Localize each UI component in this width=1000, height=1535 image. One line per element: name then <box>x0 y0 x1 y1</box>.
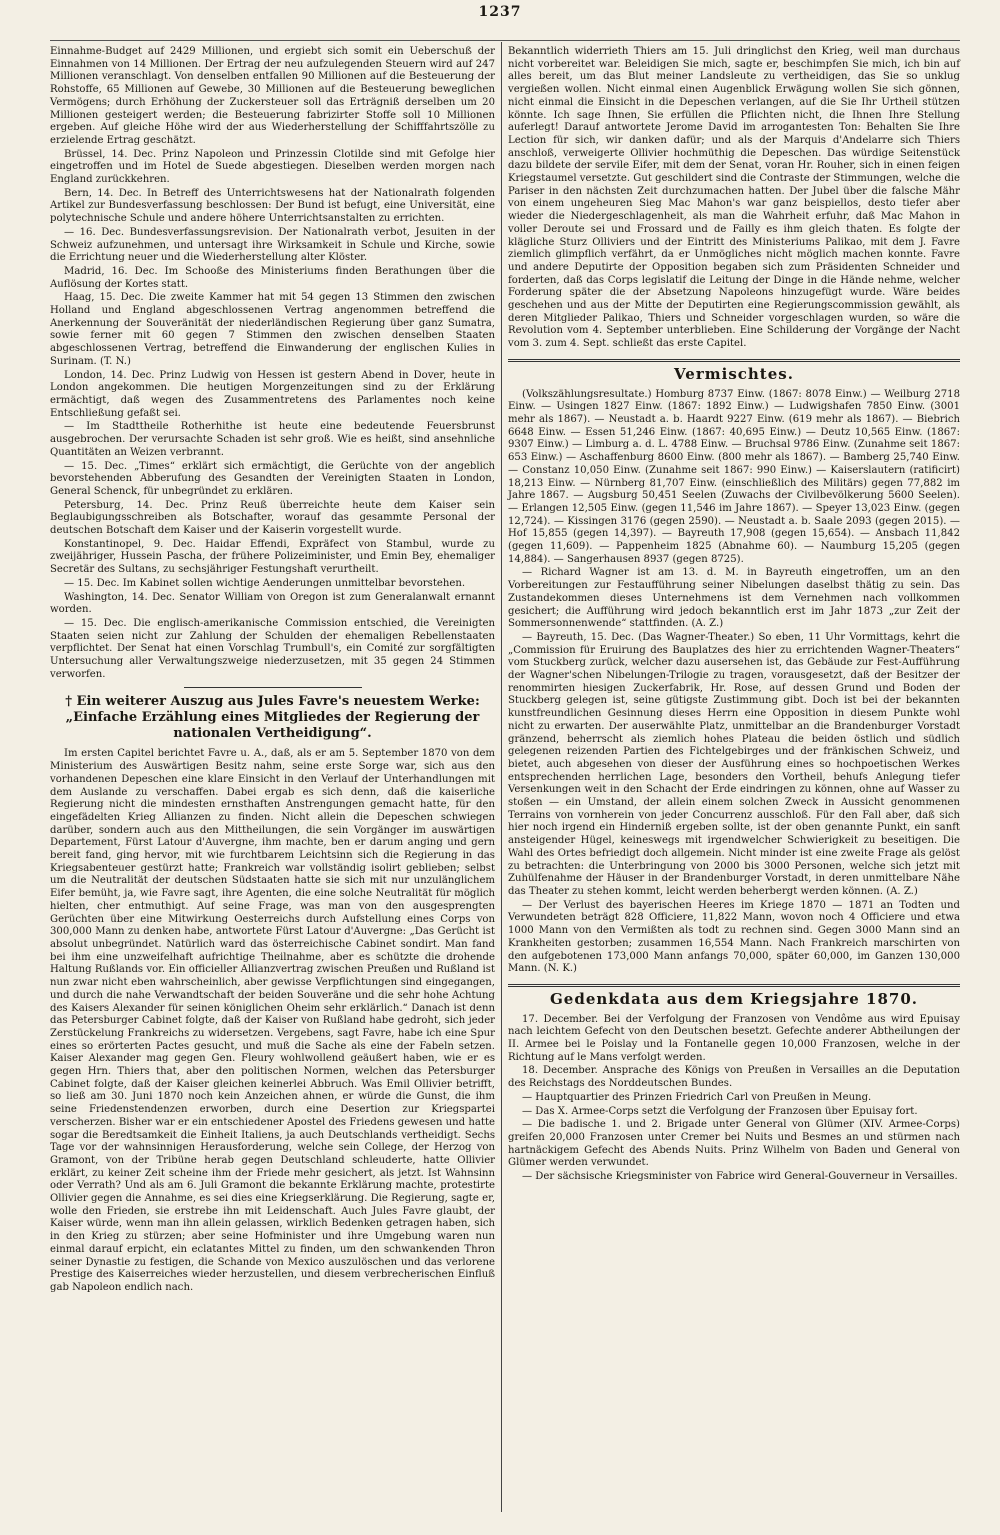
article-continuation <box>508 46 960 351</box>
news-paragraph: — Im Stadttheile Rotherhithe ist heute eine bedeutende Feuersbrunst ausgebrochen. Der verursachte Schaden ist sehr groß. Wie es heißt, sind ansehnliche Quantitäten an Weizen verbrannt. <box>50 421 495 458</box>
section-rule <box>508 359 960 362</box>
news-paragraph: Konstantinopel, 9. Dec. Haidar Effendi, Expräfect von Stambul, wurde zu zweijähriger, Hussein Pascha, der frühere Polizeiminister, und Emin Bey, ehemaliger Secretär des Sultans, zu sechsjähriger Festungshaft verurtheilt. <box>50 538 495 576</box>
article-title: † Ein weiterer Auszug aus Jules Favre's neuestem Werke: „Einfache Erzählung eines Mitgliedes der Regierung der nationalen Vertheidigung“. <box>65 694 480 742</box>
header-rule <box>50 40 960 41</box>
news-paragraph: Madrid, 16. Dec. Im Schooße des Ministeriums finden Berathungen über die Auflösung der Kortes statt. <box>50 265 495 290</box>
gedenk-paragraph: 17. December. Bei der Verfolgung der Franzosen von Vendôme aus wird Epuisay nach leichtem Gefecht von den Deutschen besetzt. Gefechte anderer Abtheilungen der II. Armee bei le Poislay und la Fontanelle gegen 10,000 Franzosen, welche in der Richtung auf le Mans verfolgt werden. <box>508 1013 960 1063</box>
section-separator <box>184 687 362 688</box>
misc-paragraph: — Bayreuth, 15. Dec. (Das Wagner-Theater.) So eben, 11 Uhr Vormittags, kehrt die „Commission für Eruirung des Bauplatzes des hier zu errichtenden Wagner-Theaters“ vom Stuckberg zurück, welcher dazu ausersehen ist, das Gebäude zur Fest-Aufführung der Wagner'schen Nibelungen-Trilogie zu tragen, vorausgesetzt, daß der Besitzer der renommirten hiesigen Zuckerfabrik, Hr. Rose, auf dessen Grund und Boden der Stuckberg gelegen ist, seine gütigste Zustimmung gibt. Doch ist bei der bekannten kunstfreundlichen Gesinnung dieses Herrn eine Opposition in diesem Punkte wohl nicht zu erwarten. Der auserwählte Platz, unmittelbar an die Brandenburger Vorstadt gränzend, beherrscht als ziemlich hohes Plateau die beiden östlich und südlich gelegenen reizenden Partien des Fichtelgebirges und der fränkischen Schweiz, und bietet, auch abgesehen von dieser der Ausführung eines so hochpoetischen Werkes entsprechenden herrlichen Lage, besonders den Vortheil, behufs Anlegung tiefer Versenkungen weit in den Schacht der Erde eindringen zu können, ohne auf Wasser zu stoßen — ein Umstand, der allein einem solchen Zweck in Aussicht genommenen Terrains von vornherein von jeder Concurrenz ausschloß. Für den Fall aber, daß sich hier noch irgend ein Hinderniß ergeben sollte, ist der oben genannte Punkt, ein sanft ansteigender Hügel, keineswegs mit irgendwelcher Schwierigkeit zu beseitigen. Die Wahl des Ortes befriedigt doch allgemein. Nicht minder ist eine zweite Frage als gelöst zu betrachten: die Unterbringung von 2000 bis 3000 Personen, welche sich jetzt mit Zuhülfenahme der Häuser in der Brandenburger Vorstadt, in deren unmittelbare Nähe das Theater zu stehen kommt, leicht werden beherbergt werden können. (A. Z.) <box>508 631 960 897</box>
misc-paragraph: — Der Verlust des bayerischen Heeres im Kriege 1870 — 1871 an Todten und Verwundeten beträgt 828 Officiere, 11,822 Mann, wovon noch 4 Officiere und etwa 1000 Mann von den Vermißten als todt zu rechnen sind. Gegen 3000 Mann sind an Krankheiten gestorben; zusammen 16,554 Mann. Nach Frankreich marschirten von den aufgebotenen 173,000 Mann anfangs 70,000, später 60,000, im Ganzen 130,000 Mann. (N. K.) <box>508 899 960 975</box>
news-paragraph: Einnahme-Budget auf 2429 Millionen, und ergiebt sich somit ein Ueberschuß der Einnahmen von 14 Millionen. Der Ertrag der neu aufzulegenden Steuern wird auf 247 Millionen veranschlagt. Von denselben entfallen 90 Millionen auf die Besteuerung der Rohstoffe, 65 Millionen auf Gewebe, 30 Millionen auf die Besteuerung beweglichen Vermögens; durch Erhöhung der Zuckersteuer soll das Erträgniß derselben um 20 Millionen gesteigert werden; die Besteuerung fabrizirter Stoffe soll 10 Millionen ergeben. Auf gleiche Höhe wird der aus Wiederherstellung der Schifffahrtszölle zu erzielende Ertrag geschätzt. <box>50 46 495 146</box>
misc-paragraph: — Richard Wagner ist am 13. d. M. in Bayreuth eingetroffen, um an den Vorbereitungen zur Festaufführung seiner Nibelungen daselbst thätig zu sein. Das Zustandekommen dieses Unternehmens ist dem Vernehmen nach vollkommen gesichert; die Aufführung wird jedoch bekanntlich erst im Jahr 1873 „zur Zeit der Sommersonnenwende“ stattfinden. (A. Z.) <box>508 567 960 630</box>
left-column <box>50 46 495 1296</box>
news-paragraph: — 16. Dec. Bundesverfassungsrevision. Der Nationalrath verbot, Jesuiten in der Schweiz aufzunehmen, und untersagt ihre Wirksamkeit in Schule und Kirche, sowie die Errichtung neuer und die Wiederherstellung alter Klöster. <box>50 226 495 264</box>
news-paragraph: Brüssel, 14. Dec. Prinz Napoleon und Prinzessin Clotilde sind mit Gefolge hier eingetroffen und im Hotel de Suede abgestiegen. Dieselben werden morgen nach England zurückkehren. <box>50 148 495 186</box>
gedenk-paragraph: — Die badische 1. und 2. Brigade unter General von Glümer (XIV. Armee-Corps) greifen 20,000 Franzosen unter Cremer bei Nuits und Besmes an und stürmen nach hartnäckigem Gefecht des Abends Nuits. Prinz Wilhelm von Baden und General von Glümer werden verwundet. <box>508 1119 960 1169</box>
misc-paragraph: (Volkszählungsresultate.) Homburg 8737 Einw. (1867: 8078 Einw.) — Weilburg 2718 Einw. — Usingen 1827 Einw. (1867: 1892 Einw.) — Ludwigshafen 7850 Einw. (3001 mehr als 1867). — Neustadt a. b. Haardt 9227 Einw. (619 mehr als 1867). — Biebrich 6648 Einw. — Essen 51,246 Einw. (1867: 40,695 Einw.) — Deutz 10,565 Einw. (1867: 9307 Einw.) — Limburg a. d. L. 4788 Einw. — Bruchsal 9786 Einw. (Zunahme seit 1867: 653 Einw.) — Aschaffenburg 8600 Einw. (800 mehr als 1867). — Bamberg 25,740 Einw. — Constanz 10,050 Einw. (Zunahme seit 1867: 990 Einw.) — Kaiserslautern (ratificirt) 18,213 Einw. — Nürnberg 81,707 Einw. (einschließlich des Militärs) gegen 77,882 im Jahre 1867. — Augsburg 50,451 Seelen (Zuwachs der Civilbevölkerung 5600 Seelen). — Erlangen 12,505 Einw. (gegen 11,546 im Jahre 1867). — Speyer 13,023 Einw. (gegen 12,724). — Kissingen 3176 (gegen 2590). — Neustadt a. b. Saale 2093 (gegen 2015). — Hof 15,855 (gegen 14,397). — Bayreuth 17,908 (gegen 15,654). — Ansbach 11,842 (gegen 11,609). — Pappenheim 1825 (Abnahme 60). — Naumburg 15,205 (gegen 14,884). — Sangerhausen 8937 (gegen 8725). <box>508 388 960 565</box>
misc-section-title: Vermischtes. <box>674 364 794 383</box>
page-number: 1237 <box>478 4 522 20</box>
gedenk-paragraph: — Der sächsische Kriegsminister von Fabrice wird General-Gouverneur in Versailles. <box>522 1171 958 1183</box>
article-paragraph: Bekanntlich widerrieth Thiers am 15. Juli dringlichst den Krieg, weil man durchaus nicht vorbereitet war. Beleidigen Sie mich, sagte er, beschimpfen Sie mich, ich bin auf alles bereit, um das Blut meiner Landsleute zu vertheidigen, das Sie so unklug vergießen wollen. Nicht einmal einen Augenblick Erwägung wollen Sie sich gönnen, nicht einmal die Einsicht in die Depeschen verlangen, auf die Sie Ihr Urtheil stützen könnte. Ich sage Ihnen, Sie erfüllen die Pflichten nicht, die Ihnen Ihre Stellung auferlegt! Darauf antwortete Jerome David im arrogantesten Ton: Behalten Sie Ihre Lection für sich, wir danken dafür; und als der Marquis d'Andelarre sich Thiers anschloß, verweigerte Ollivier hochmüthig die Depeschen. Das würdige Seitenstück dazu bildete der servile Eifer, mit dem der Senat, voran Hr. Rouher, sich in einen feigen Kriegstaumel versetzte. Gut geschildert sind die Contraste der Stimmungen, welche die Pariser in den nächsten Zeit durchzumachen hatten. Der Jubel über die falsche Mähr von einem ungeheuren Sieg Mac Mahon's war ganz beispiellos, desto tiefer aber wieder die Niedergeschlagenheit, als man die Wahrheit erfuhr, daß Mac Mahon in voller Deroute sei und Frossard und de Failly es ihm gleich thaten. Es folgte der klägliche Sturz Olliviers und der Eintritt des Ministeriums Palikao, mit dem J. Favre ziemlich glimpflich verfährt, da er Unmögliches nicht möglich machen konnte. Favre und andere Deputirte der Opposition begaben sich zum Präsidenten Schneider und forderten, daß das Corps legislatif die Leitung der Dinge in die Hände nehme, welcher Forderung später die der Absetzung Napoleons hinzugefügt wurde. Wäre beides geschehen und aus der Mitte der Deputirten eine Regierungscommission gewählt, als deren Mitglieder Palikao, Thiers und Schneider vorgeschlagen wurden, so wäre die Revolution vom 4. September unterblieben. Eine Schilderung der Vorgänge der Nacht vom 3. zum 4. Sept. schließt das erste Capitel. <box>508 46 960 350</box>
news-paragraph: Haag, 15. Dec. Die zweite Kammer hat mit 54 gegen 13 Stimmen den zwischen Holland und England abgeschlossenen Vertrag angenommen betreffend die Anerkennung der Souveränität der niederländischen Regierung über ganz Sumatra, sowie ferner mit 60 gegen 7 Stimmen den zwischen denselben Staaten abgeschlossenen Vertrag, betreffend die Einwanderung der englischen Kulies in Surinam. (T. N.) <box>50 292 495 367</box>
news-paragraph: — 15. Dec. Die englisch-amerikanische Commission entschied, die Vereinigten Staaten seien nicht zur Zahlung der Schulden der ehemaligen Rebellenstaaten verpflichtet. Der Senat hat einen Vorschlag Trumbull's, ein Comité zur sorgfältigten Untersuchung aller Verwaltungszweige niederzusetzen, mit 35 gegen 24 Stimmen verworfen. <box>50 617 495 680</box>
gedenk-paragraph: 18. December. Ansprache des Königs von Preußen in Versailles an die Deputation des Reichstags des Norddeutschen Bundes. <box>508 1065 960 1090</box>
column-divider <box>501 42 502 1512</box>
news-paragraph: Petersburg, 14. Dec. Prinz Reuß überreichte heute dem Kaiser sein Beglaubigungsschreiben als Botschafter, worauf das gesammte Personal der deutschen Botschaft dem Kaiser und der Kaiserin vorgestellt wurde. <box>50 499 495 537</box>
gedenk-section-title: Gedenkdata aus dem Kriegsjahre 1870. <box>550 989 918 1008</box>
gedenk-paragraph: — Hauptquartier des Prinzen Friedrich Carl von Preußen in Meung. <box>522 1091 872 1103</box>
news-items <box>50 46 495 681</box>
news-paragraph: London, 14. Dec. Prinz Ludwig von Hessen ist gestern Abend in Dover, heute in London angekommen. Die heutigen Morgenzeitungen sind zu der Erklärung ermächtigt, daß wegen des Zusammentretens des Parlamentes noch keine Entschließung gefaßt sei. <box>50 369 495 419</box>
section-rule <box>508 984 960 987</box>
article-paragraph: Im ersten Capitel berichtet Favre u. A., daß, als er am 5. September 1870 von dem Ministerium des Auswärtigen Besitz nahm, seine erste Sorge war, sich aus den vorhandenen Depeschen eine klare Einsicht in den Verlauf der Unterhandlungen mit dem Auslande zu verschaffen. Dabei ergab es sich denn, daß die kaiserliche Regierung nicht die mindesten ernsthaften Anstrengungen gemacht hatte, für den eingefädelten Krieg Allianzen zu finden. Nicht allein die Depeschen schwiegen darüber, sondern auch aus den Mittheilungen, die sein Vorgänger im auswärtigen Departement, Fürst Latour d'Auvergne, ihm machte, ben er darum anging und gern bereit fand, ging hervor, mit wie furchtbarem Leichtsinn sich die Regierung in das Kriegsabenteuer gestürzt hatte; Frankreich war vollständig isolirt geblieben; selbst um die Neutralität der deutschen Südstaaten hatte sie sich mit nur unzulänglichem Eifer bemüht, ja, wie Favre sagt, ihre Agenten, die eine solche Neutralität für möglich hielten, cher entmuthigt. Auf seine Frage, was man von den ausgesprengten Gerüchten über eine Mitwirkung Oesterreichs durch Aufstellung eines Corps von 300,000 Mann zu denken habe, antwortete Fürst Latour d'Auvergne: „Das Gerücht ist absolut unbegründet. Natürlich ward das österreichische Cabinet sondirt. Man fand bei ihm eine unzweifelhaft aufrichtige Theilnahme, aber es schützte die drohende Haltung Rußlands vor. Ein officieller Allianzvertrag zwischen Preußen und Rußland ist nun zwar nicht eben wahrscheinlich, aber gewisse Verpflichtungen sind eingegangen, und durch die nahe Verwandtschaft der beiden Souveräne und die sehr hohe Achtung des Kaisers Alexander für seinen königlichen Oheim sehr erklärlich.“ Danach ist denn das Petersburger Cabinet folgte, daß der Kaiser von Rußland habe gedroht, sich jeder Zerstückelung Frankreichs zu widersetzen. Vergebens, sagt Favre, habe ich eine Spur eines so erörterten Pactes gesucht, und muß die Sache als eine der Fabeln setzen. Kaiser Alexander mag gegen Gen. Fleury wohlwollend geäußert haben, wie er es gegen Hrn. Thiers that, aber den politischen Normen, welchen das Petersburger Cabinet folgte, daß der Kaiser gleichen keinerlei Abbruch. Was Emil Ollivier betrifft, so ließ am 30. Juni 1870 noch kein Anzeichen ahnen, er würde die Gunst, die ihm seine Friedenstendenzen erworben, durch eine Desertion zur Kriegspartei verscherzen. Bisher war er ein entschiedener Apostel des Friedens gewesen und hatte sogar die Beredtsamkeit die Einheit Italiens, ja auch Deutschlands vertheidigt. Sechs Tage vor der wahnsinnigen Herausforderung, welche sein College, der Herzog von Gramont, von der Tribüne herab gegen Deutschland schleuderte, hatte Ollivier erklärt, zu keiner Zeit scheine ihm der Friede mehr gesichert, als jetzt. Ist Wahnsinn oder Verrath? Und als am 6. Juli Gramont die bekannte Erklärung machte, protestirte Ollivier gegen die Annahme, es sei dies eine Kriegserklärung. Die Regierung, sagte er, wolle den Frieden, sie erstrebe ihn mit Leidenschaft. Auch Jules Favre glaubt, der Kaiser würde, wenn man ihn allein gelassen, wirklich Bedenken getragen haben, sich in den Krieg zu stürzen; aber seine Hofminister und ihre Umgebung waren nun einmal darauf erpicht, ein eclatantes Mittel zu finden, um den schwankenden Thron seiner Dynastie zu festigen, die Schande von Mexico auszulöschen und das verlorene Prestige des Kaiserreiches wieder herzustellen, und diesem verbrecherischen Einfluß gab Napoleon endlich nach. <box>50 748 495 1293</box>
news-paragraph: Washington, 14. Dec. Senator William von Oregon ist zum Generalanwalt ernannt worden. <box>50 591 495 616</box>
gedenk-paragraph: — Das X. Armee-Corps setzt die Verfolgung der Franzosen über Epuisay fort. <box>522 1105 918 1117</box>
news-paragraph: — 15. Dec. „Times“ erklärt sich ermächtigt, die Gerüchte von der angeblich bevorstehenden Abberufung des Gesandten der Vereinigten Staaten in London, General Schenck, für unbegründet zu erklären. <box>50 460 495 497</box>
news-paragraph: Bern, 14. Dec. In Betreff des Unterrichtswesens hat der Nationalrath folgenden Artikel zur Bundesverfassung beschlossen: Der Bund ist befugt, eine Universität, eine polytechnische Schule und andere höhere Unterrichtsanstalten zu errichten. <box>50 187 495 225</box>
right-column <box>508 46 960 1185</box>
news-paragraph: — 15. Dec. Im Kabinet sollen wichtige Aenderungen unmittelbar bevorstehen. <box>64 577 466 589</box>
